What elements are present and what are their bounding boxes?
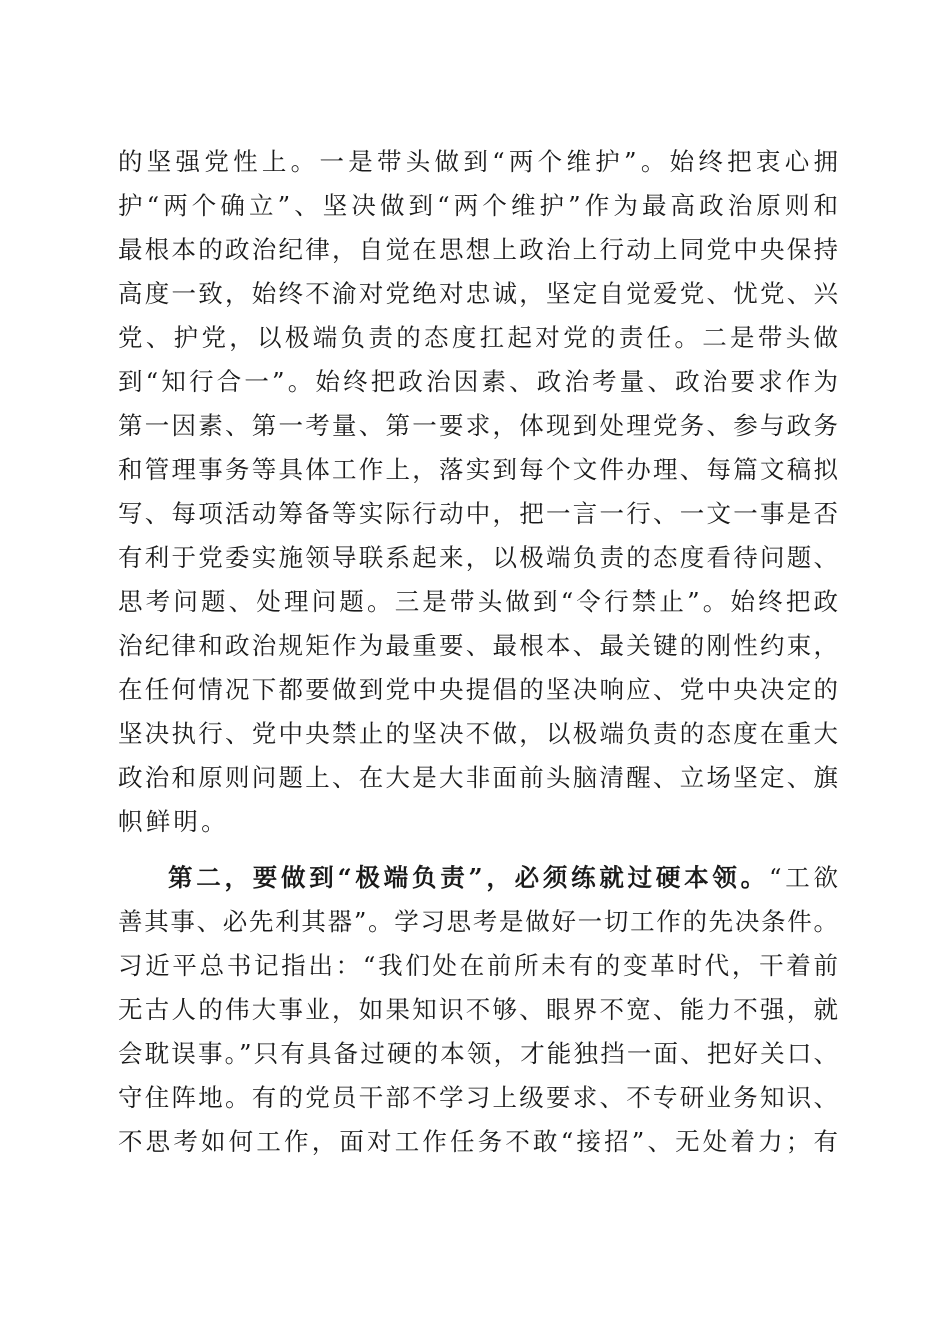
paragraph-2-heading: 第二，要做到“极端负责”，必须练就过硬本领。 — [168, 863, 769, 892]
paragraph-2-line-5: 会耽误事。”只有具备过硬的本领，才能独挡一面、把好关口、 — [118, 1039, 838, 1068]
paragraph-1-line-1: 的坚强党性上。一是带头做到“两个维护”。始终把衷心拥 — [118, 147, 838, 176]
paragraph-1-line-15: 政治和原则问题上、在大是大非面前头脑清醒、立场坚定、旗 — [118, 763, 838, 792]
paragraph-1-line-7: 第一因素、第一考量、第一要求，体现到处理党务、参与政务 — [118, 411, 838, 440]
paragraph-1-line-6: 到“知行合一”。始终把政治因素、政治考量、政治要求作为 — [118, 367, 838, 396]
paragraph-1-line-2: 护“两个确立”、坚决做到“两个维护”作为最高政治原则和 — [118, 191, 838, 220]
paragraph-1-line-4: 高度一致，始终不渝对党绝对忠诚，坚定自觉爱党、忧党、兴 — [118, 279, 838, 308]
paragraph-1-line-5: 党、护党，以极端负责的态度扛起对党的责任。二是带头做 — [118, 323, 838, 352]
paragraph-2-line-7: 不思考如何工作，面对工作任务不敢“接招”、无处着力；有 — [118, 1127, 838, 1156]
paragraph-1-line-14: 坚决执行、党中央禁止的坚决不做，以极端负责的态度在重大 — [118, 719, 838, 748]
paragraph-1-line-13: 在任何情况下都要做到党中央提倡的坚决响应、党中央决定的 — [118, 675, 838, 704]
paragraph-2-line-2: 善其事、必先利其器”。学习思考是做好一切工作的先决条件。 — [118, 907, 838, 936]
paragraph-2-line-3: 习近平总书记指出：“我们处在前所未有的变革时代，干着前 — [118, 951, 838, 980]
paragraph-1-line-3: 最根本的政治纪律，自觉在思想上政治上行动上同党中央保持 — [118, 235, 838, 264]
paragraph-2-first-rest: “工欲 — [768, 863, 839, 892]
paragraph-2-line-4: 无古人的伟大事业，如果知识不够、眼界不宽、能力不强，就 — [118, 995, 838, 1024]
paragraph-2-line-1 — [168, 856, 838, 900]
paragraph-1-line-12: 治纪律和政治规矩作为最重要、最根本、最关键的刚性约束， — [118, 631, 838, 660]
paragraph-2-line-6: 守住阵地。有的党员干部不学习上级要求、不专研业务知识、 — [118, 1083, 838, 1112]
paragraph-1-line-10: 有利于党委实施领导联系起来，以极端负责的态度看待问题、 — [118, 543, 838, 572]
paragraph-1-line-11: 思考问题、处理问题。三是带头做到“令行禁止”。始终把政 — [118, 587, 838, 616]
paragraph-1-line-8: 和管理事务等具体工作上，落实到每个文件办理、每篇文稿拟 — [118, 455, 838, 484]
paragraph-1-line-9: 写、每项活动筹备等实际行动中，把一言一行、一文一事是否 — [118, 499, 838, 528]
paragraph-1-line-16: 帜鲜明。 — [118, 807, 229, 836]
